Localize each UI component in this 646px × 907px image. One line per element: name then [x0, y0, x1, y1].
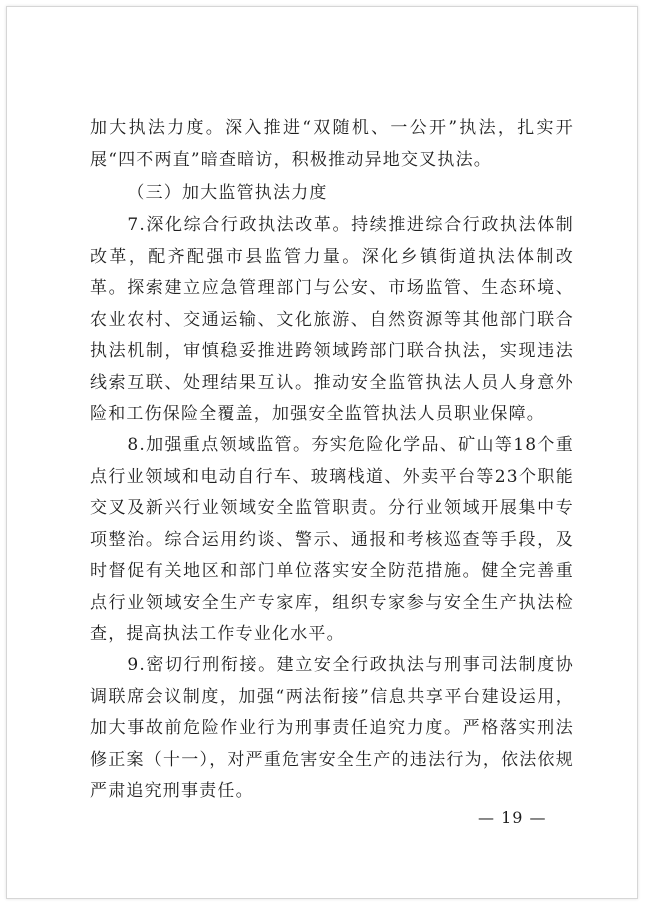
paragraph-item-7 — [90, 210, 574, 431]
item-7-text: 7.深化综合行政执法改革。持续推进综合行政执法体制改革，配齐配强市县监管力量。深化乡镇街道执法体制改革。探索建立应急管理部门与公安、市场监管、生态环境、农业农村、交通运输、文化旅游、自然资源等其他部门联合执法机制，审慎稳妥推进跨领域跨部门联合执法，实现违法线索互联、处理结果互认。推动安全监管执法人员人身意外险和工伤保险全覆盖，加强安全监管执法人员职业保障。 — [90, 215, 574, 424]
paragraph-item-9 — [90, 650, 574, 808]
section-heading-block — [90, 178, 574, 210]
paragraph-item-8 — [90, 430, 574, 651]
item-9-text: 9.密切行刑衔接。建立安全行政执法与刑事司法制度协调联席会议制度，加强“两法衔接”信息共享平台建设运用，加大事故前危险作业行为刑事责任追究力度。严格落实刑法修正案（十一），对严重危害安全生产的违法行为，依法依规严肃追究刑事责任。 — [90, 655, 574, 801]
document-page — [6, 6, 638, 899]
item-8-text: 8.加强重点领域监管。夯实危险化学品、矿山等18个重点行业领域和电动自行车、玻璃栈道、外卖平台等23个职能交叉及新兴行业领域安全监管职责。分行业领域开展集中专项整治。综合运用约谈、警示、通报和考核巡查等手段，及时督促有关地区和部门单位落实安全防范措施。健全完善重点行业领域安全生产专家库，组织专家参与安全生产执法检查，提高执法工作专业化水平。 — [90, 435, 574, 644]
continuation-text: 加大执法力度。深入推进“双随机、一公开”执法，扎实开展“四不两直”暗查暗访，积极推动异地交叉执法。 — [90, 118, 574, 170]
page-number: — 19 — — [478, 808, 547, 827]
section-heading: （三）加大监管执法力度 — [127, 183, 328, 203]
paragraph-continuation — [90, 113, 574, 176]
